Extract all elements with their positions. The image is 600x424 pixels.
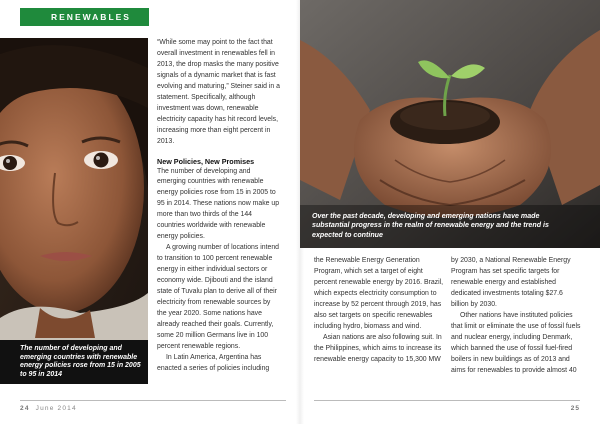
caption-text: The number of developing and emerging countries with renewable energy policies rose from 15 in 2005 to 95 in 2014 [20, 345, 141, 378]
photo-caption [0, 340, 148, 384]
paragraph: A growing number of locations intend to transition to 100 percent renewable energy in either individual sectors or economy wide. Djibouti and the island state of Tuvalu plan to derive all of their electricity from renewable sources by the year 2020. Some nations have already reached their goals. Currently, some 20 million Germans live in 100 percent renewable regions. [157, 244, 279, 350]
folio [20, 405, 77, 412]
paragraph: Other nations have instituted policies that limit or eliminate the use of fossil fuels and nuclear energy, including Denmark, which banned the use of fossil fuel-fired boilers in new buildings as of 2013 and aims for renewables to provide almost 40 [451, 311, 581, 374]
page-footer-right [314, 400, 580, 412]
section-label: RENEWABLES [51, 12, 131, 22]
paragraph: “While some may point to the fact that overall investment in renewables fell in 2013, the drop masks the many positive signals of a dynamic market that is fast evolving and maturing,” Steiner said in a statement. Specifically, although investment was down, renewable electricity capacity has hit record levels, increasing more than eight percent in 2013. [157, 39, 280, 145]
page-number: 25 [570, 405, 580, 412]
paragraph: Asian nations are also following suit. In the Philippines, which aims to increase its renewable energy capacity to 15,300 MW [314, 333, 442, 363]
page-footer-left [20, 400, 286, 412]
subheading: New Policies, New Promises [157, 156, 255, 166]
photo-caption-right [312, 212, 552, 240]
body-column-left [157, 38, 280, 375]
issue-date: June 2014 [35, 405, 77, 412]
paragraph: by 2030, a National Renewable Energy Program has set specific targets for renewable energy and established dedicated investments totaling $27.6 billion by 2030. [451, 257, 571, 308]
seedling-hands-photo [300, 0, 600, 248]
body-column-middle [314, 256, 444, 366]
girl-portrait-photo [0, 38, 148, 384]
paragraph: In Latin America, Argentina has enacted a series of policies including [157, 353, 270, 372]
body-column-right [451, 256, 581, 376]
paragraph: the Renewable Energy Generation Program, which set a target of eight percent renewable energy by 2016. Brazil, which expects electricity consumption to increase by 52 percent through 2019, has also set targets on specific renewables including hydro, biomass and wind. [314, 257, 444, 330]
caption-text: Over the past decade, developing and emerging nations have made substantial progress in the realm of renewable energy and the trend is expected to continue [312, 212, 549, 239]
section-tab [20, 8, 149, 26]
paragraph: The number of developing and emerging countries with renewable energy policies rose from 15 in 2005 to 95 in 2014. These nations now make up more than two thirds of the 144 countries worldwide with renewable energy policies. [157, 167, 280, 241]
page-number: 24 [20, 405, 30, 412]
